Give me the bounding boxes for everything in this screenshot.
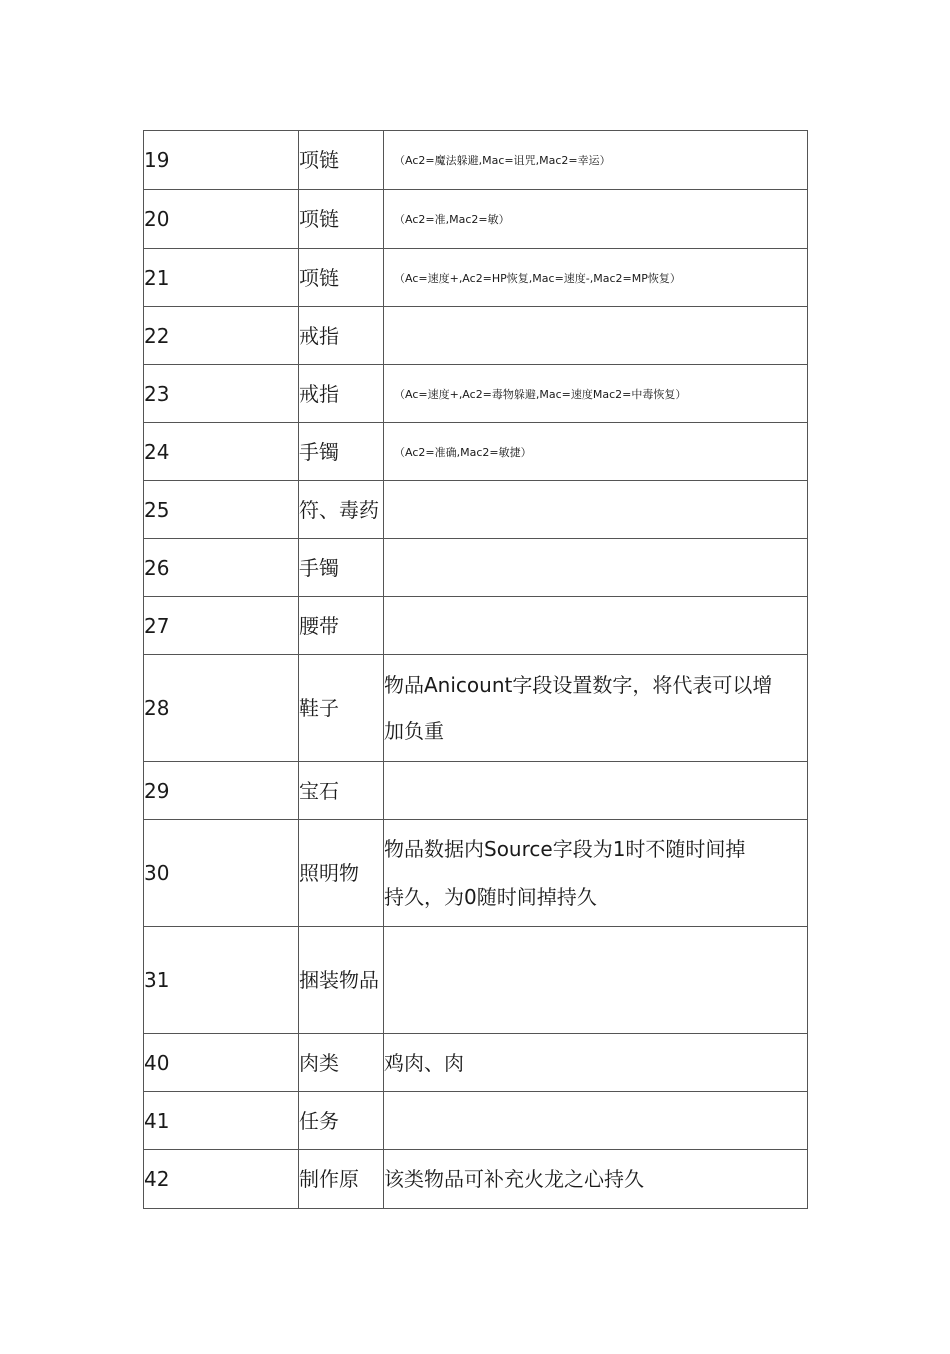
- type-id: 41: [144, 1092, 299, 1150]
- type-name: 戒指: [299, 365, 384, 423]
- table-row: [144, 131, 808, 190]
- type-id: 42: [144, 1150, 299, 1209]
- type-id: 20: [144, 190, 299, 249]
- type-id: 30: [144, 820, 299, 927]
- type-name: 手镯: [299, 539, 384, 597]
- table-row: [144, 365, 808, 423]
- type-id: 29: [144, 762, 299, 820]
- type-name: 任务: [299, 1092, 384, 1150]
- type-note: （Ac=速度+,Ac2=HP恢复,Mac=速度-,Mac2=MP恢复）: [394, 271, 681, 285]
- table-row: [144, 249, 808, 307]
- type-name: 符、毒药: [299, 481, 384, 539]
- type-id: 25: [144, 481, 299, 539]
- type-name: 项链: [299, 249, 384, 307]
- table-row: [144, 655, 808, 762]
- type-note: （Ac=速度+,Ac2=毒物躲避,Mac=速度Mac2=中毒恢复）: [394, 387, 687, 401]
- type-note: （Ac2=准,Mac2=敏）: [394, 213, 510, 226]
- type-id: 26: [144, 539, 299, 597]
- type-note: 鸡肉、肉: [384, 1050, 464, 1075]
- table-row: [144, 423, 808, 481]
- table-row: [144, 481, 808, 539]
- type-note: （Ac2=准确,Mac2=敏捷）: [394, 445, 532, 459]
- table-row: [144, 1150, 808, 1209]
- table-row: [144, 597, 808, 655]
- table-row: [144, 1092, 808, 1150]
- type-id: 40: [144, 1034, 299, 1092]
- type-note: 该类物品可补充火龙之心持久: [384, 1167, 644, 1191]
- item-type-table: [143, 130, 808, 1209]
- type-note-line: 持久，为0随时间掉持久: [384, 885, 597, 909]
- type-note-line: 物品Anicount字段设置数字，将代表可以增: [384, 673, 773, 697]
- table-row: [144, 190, 808, 249]
- type-name: 捆装物品: [299, 927, 384, 1034]
- type-note-line: 物品数据内Source字段为1时不随时间掉: [384, 837, 746, 861]
- type-id: 27: [144, 597, 299, 655]
- type-name: 鞋子: [299, 655, 384, 762]
- type-note-line: 加负重: [384, 719, 444, 743]
- type-id: 23: [144, 365, 299, 423]
- type-id: 24: [144, 423, 299, 481]
- type-name: 项链: [299, 190, 384, 249]
- type-id: 31: [144, 927, 299, 1034]
- type-name: 制作原: [299, 1150, 384, 1209]
- table-row: [144, 927, 808, 1034]
- type-id: 19: [144, 131, 299, 190]
- table-row: [144, 762, 808, 820]
- type-name: 手镯: [299, 423, 384, 481]
- type-name: 项链: [299, 131, 384, 190]
- type-name: 照明物: [299, 820, 384, 927]
- type-id: 22: [144, 307, 299, 365]
- table-row: [144, 307, 808, 365]
- type-id: 21: [144, 249, 299, 307]
- table-row: [144, 539, 808, 597]
- type-id: 28: [144, 655, 299, 762]
- type-name: 腰带: [299, 597, 384, 655]
- table-row: [144, 1034, 808, 1092]
- type-name: 宝石: [299, 762, 384, 820]
- type-note: （Ac2=魔法躲避,Mac=诅咒,Mac2=幸运）: [394, 154, 611, 167]
- table-row: [144, 820, 808, 927]
- type-name: 肉类: [299, 1034, 384, 1092]
- type-name: 戒指: [299, 307, 384, 365]
